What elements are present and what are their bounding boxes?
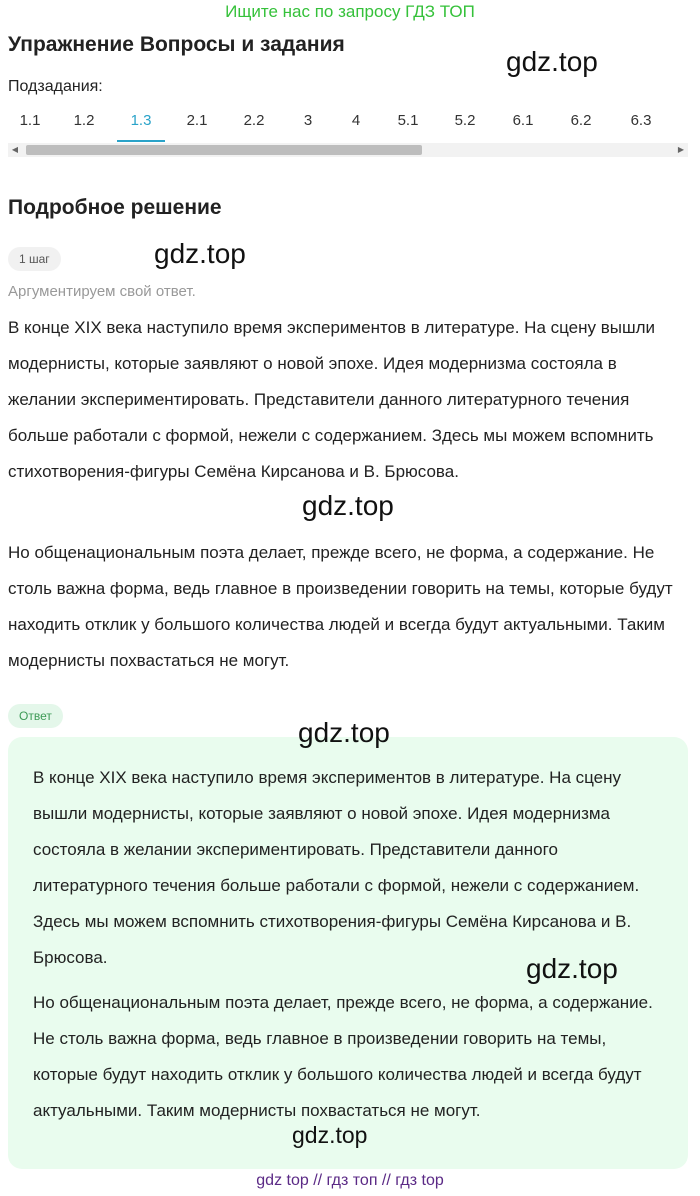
answer-badge: Ответ (8, 704, 63, 728)
watermark: gdz.top (292, 1122, 368, 1148)
tab-1-1[interactable]: 1.1 (19, 112, 41, 129)
tab-2-2[interactable]: 2.2 (243, 112, 265, 129)
tab-2-1[interactable]: 2.1 (186, 112, 208, 129)
watermark: gdz.top (526, 953, 618, 984)
step-badge: 1 шаг (8, 247, 61, 271)
solution-paragraph-1: В конце XIX века наступило время экспериментов в литературе. На сцену вышли модернисты, которые заявляют о новой эпохе. Идея модернизма состояла в желании экспериментировать. Представители данного литературного течения больше работали с формой, нежели с содержанием. Здесь мы можем вспомнить стихотворения-фигуры Семёна Кирсанова и В. Брюсова. (8, 318, 656, 481)
solution-paragraph-2: Но общенациональным поэта делает, прежде всего, не форма, а содержание. Не столь важна форма, ведь главное в произведении говорить на темы, которые будут находить отклик у большого количества людей и всегда будут актуальными. Таким модернисты похвастаться не могут. (8, 543, 673, 670)
solution-title: Подробное решение (8, 196, 222, 219)
tab-4[interactable]: 4 (351, 112, 361, 129)
page-title: Упражнение Вопросы и задания (8, 33, 345, 56)
watermark: gdz.top (506, 46, 598, 77)
tab-6-1[interactable]: 6.1 (512, 112, 534, 129)
tab-1-2[interactable]: 1.2 (73, 112, 95, 129)
tab-1-3[interactable]: 1.3 (117, 104, 165, 142)
step-hint: Аргументируем свой ответ. (8, 283, 196, 300)
top-banner: Ищите нас по запросу ГДЗ ТОП (225, 2, 475, 21)
tab-5-1[interactable]: 5.1 (397, 112, 419, 129)
tab-6-3[interactable]: 6.3 (630, 112, 652, 129)
scroll-thumb[interactable] (26, 145, 422, 155)
answer-paragraph-2: Но общенациональным поэта делает, прежде всего, не форма, а содержание. Не столь важна форма, ведь главное в произведении говорить на темы, которые будут находить отклик у большого количества людей и всегда будут актуальными. Таким модернисты похвастаться не могут. (33, 993, 653, 1120)
footer: gdz top // гдз топ // гдз top (256, 1172, 444, 1189)
watermark: gdz.top (154, 238, 246, 269)
tab-6-2[interactable]: 6.2 (570, 112, 592, 129)
tabs-scrollbar[interactable] (8, 143, 688, 157)
scroll-right-arrow-icon[interactable]: ▶ (677, 145, 685, 154)
subtask-tabs (0, 104, 700, 142)
tab-5-2[interactable]: 5.2 (454, 112, 476, 129)
watermark: gdz.top (302, 490, 394, 521)
watermark: gdz.top (298, 717, 390, 748)
answer-paragraph-1: В конце XIX века наступило время экспериментов в литературе. На сцену вышли модернисты, которые заявляют о новой эпохе. Идея модернизма состояла в желании экспериментировать. Представители данного литературного течения больше работали с формой, нежели с содержанием. Здесь мы можем вспомнить стихотворения-фигуры Семёна Кирсанова и В. Брюсова. (33, 768, 640, 967)
subtasks-label: Подзадания: (8, 78, 103, 95)
tab-3[interactable]: 3 (303, 112, 313, 129)
scroll-left-arrow-icon[interactable]: ◀ (11, 145, 19, 154)
